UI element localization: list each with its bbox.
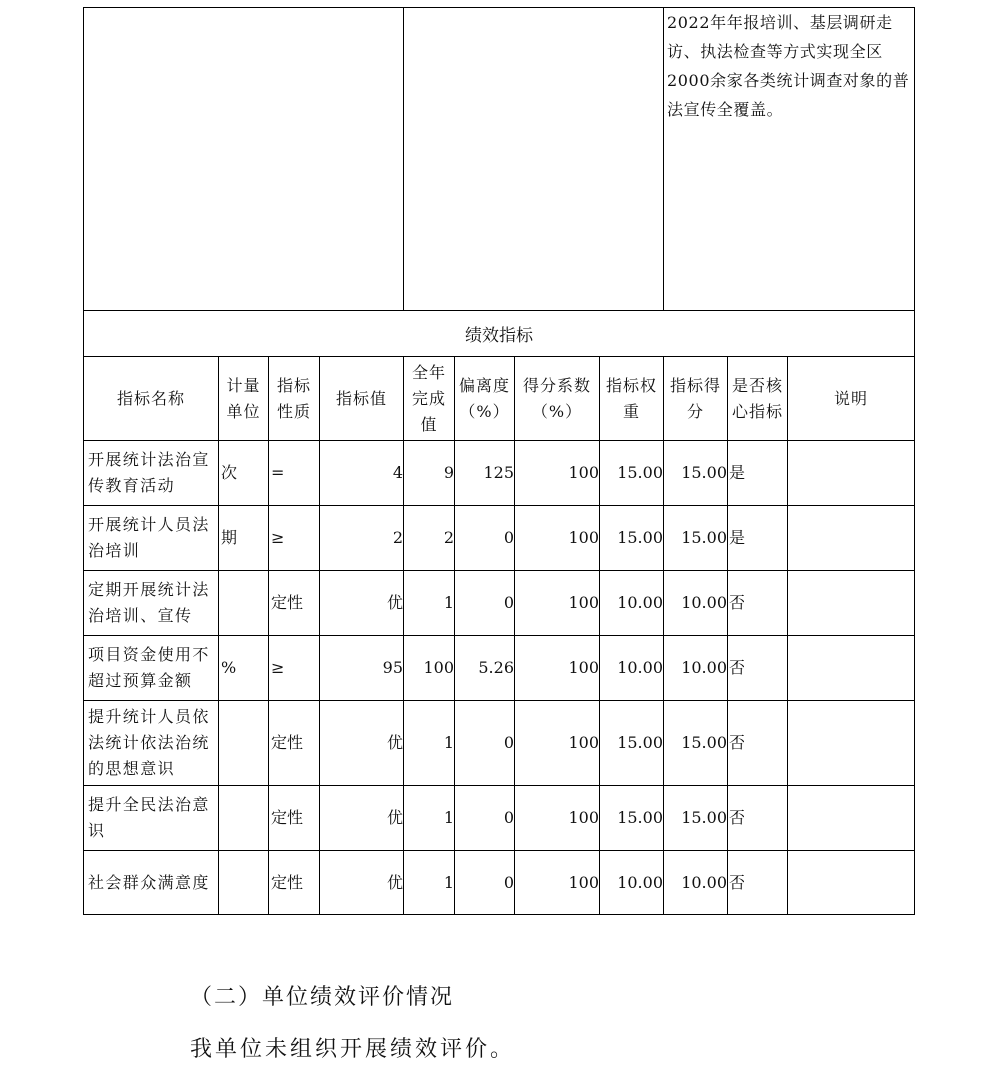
cell-core: 是 [729,463,746,482]
cell-coefficient: 100 [568,808,599,827]
header-score: 指标得分 [669,375,721,421]
cell-actual: 1 [443,593,454,612]
cell-indicator-name: 项目资金使用不超过预算金额 [88,645,210,690]
cell-nature: 定性 [271,593,304,612]
cell-target: 优 [386,733,403,752]
section-heading: （二）单位绩效评价情况 [190,985,455,1010]
cell-target: 4 [392,463,403,482]
cell-score: 10.00 [681,593,727,612]
cell-deviation: 0 [503,528,514,547]
header-target: 指标值 [335,388,387,408]
cell-deviation: 0 [503,733,514,752]
header-deviation: 偏离度（%） [458,375,510,421]
cell-core: 否 [729,658,746,677]
header-nature: 指标性质 [276,375,311,421]
cell-core: 否 [729,733,746,752]
cell-score: 15.00 [681,733,727,752]
cell-coefficient: 100 [568,658,599,677]
cell-unit [219,701,268,785]
cell-target: 优 [386,872,403,892]
cell-nature: 定性 [271,733,304,752]
cell-indicator-name: 提升统计人员依法统计依法治统的思想意识 [88,707,210,778]
cell-nature: 定性 [271,808,304,827]
cell-unit [219,571,268,635]
cell-score: 15.00 [681,528,727,547]
body-paragraph: 我单位未组织开展绩效评价。 [190,1037,516,1062]
table-border-bottom [83,914,915,915]
header-indicator-name: 指标名称 [116,388,185,408]
cell-deviation: 0 [503,872,514,892]
cell-note [788,851,914,914]
cell-score: 10.00 [681,872,727,892]
cell-coefficient: 100 [568,528,599,547]
top-divider-1 [403,7,404,310]
cell-core: 否 [729,593,746,612]
cell-core: 是 [729,528,746,547]
cell-deviation: 5.26 [478,658,514,677]
cell-indicator-name: 开展统计人员法治培训 [88,515,210,560]
cell-score: 15.00 [681,463,727,482]
header-weight: 指标权重 [605,375,657,421]
cell-coefficient: 100 [568,463,599,482]
cell-weight: 15.00 [617,808,663,827]
cell-core: 否 [729,808,746,827]
cell-nature: 定性 [271,872,304,892]
cell-note [788,701,914,785]
cell-indicator-name: 开展统计法治宣传教育活动 [88,450,210,495]
top-divider-2 [663,7,664,310]
cell-target: 2 [392,528,403,547]
cell-deviation: 0 [503,808,514,827]
cell-weight: 15.00 [617,463,663,482]
header-note: 说明 [833,388,868,408]
cell-weight: 15.00 [617,733,663,752]
cell-indicator-name: 提升全民法治意识 [88,795,210,840]
cell-note [788,786,914,850]
cell-actual: 100 [423,658,454,677]
cell-note [788,571,914,635]
cell-nature: ≥ [271,528,285,547]
cell-nature: = [271,463,285,482]
cell-actual: 1 [443,808,454,827]
cell-unit: 次 [221,463,238,482]
cell-deviation: 125 [483,463,514,482]
cell-unit: % [221,658,237,677]
cell-indicator-name: 定期开展统计法治培训、宣传 [88,580,210,625]
cell-deviation: 0 [503,593,514,612]
header-coefficient: 得分系数（%） [522,375,591,421]
cell-actual: 1 [443,872,454,892]
section-title: 绩效指标 [465,326,533,346]
cell-weight: 10.00 [617,872,663,892]
cell-core: 否 [729,872,746,892]
cell-coefficient: 100 [568,733,599,752]
table-border-right [914,7,915,915]
cell-score: 10.00 [681,658,727,677]
cell-unit [219,786,268,850]
cell-score: 15.00 [681,808,727,827]
cell-unit [219,851,268,914]
cell-target: 优 [386,808,403,827]
cell-coefficient: 100 [568,872,599,892]
cell-weight: 10.00 [617,658,663,677]
cell-indicator-name: 社会群众满意度 [88,872,210,892]
cell-target: 优 [386,593,403,612]
cell-actual: 1 [443,733,454,752]
cell-actual: 9 [443,463,454,482]
cell-weight: 10.00 [617,593,663,612]
cell-coefficient: 100 [568,593,599,612]
header-unit: 计量单位 [226,375,261,421]
cell-nature: ≥ [271,658,285,677]
header-actual: 全年完成值 [411,362,446,434]
cell-target: 95 [382,658,403,677]
header-core: 是否核心指标 [731,375,783,421]
top-cell-description: 2022年年报培训、基层调研走访、执法检查等方式实现全区2000余家各类统计调查对象的普法宣传全覆盖。 [667,13,910,119]
cell-weight: 15.00 [617,528,663,547]
cell-note [788,441,914,505]
cell-note [788,506,914,570]
cell-unit: 期 [221,528,238,547]
cell-note [788,636,914,700]
cell-actual: 2 [443,528,454,547]
